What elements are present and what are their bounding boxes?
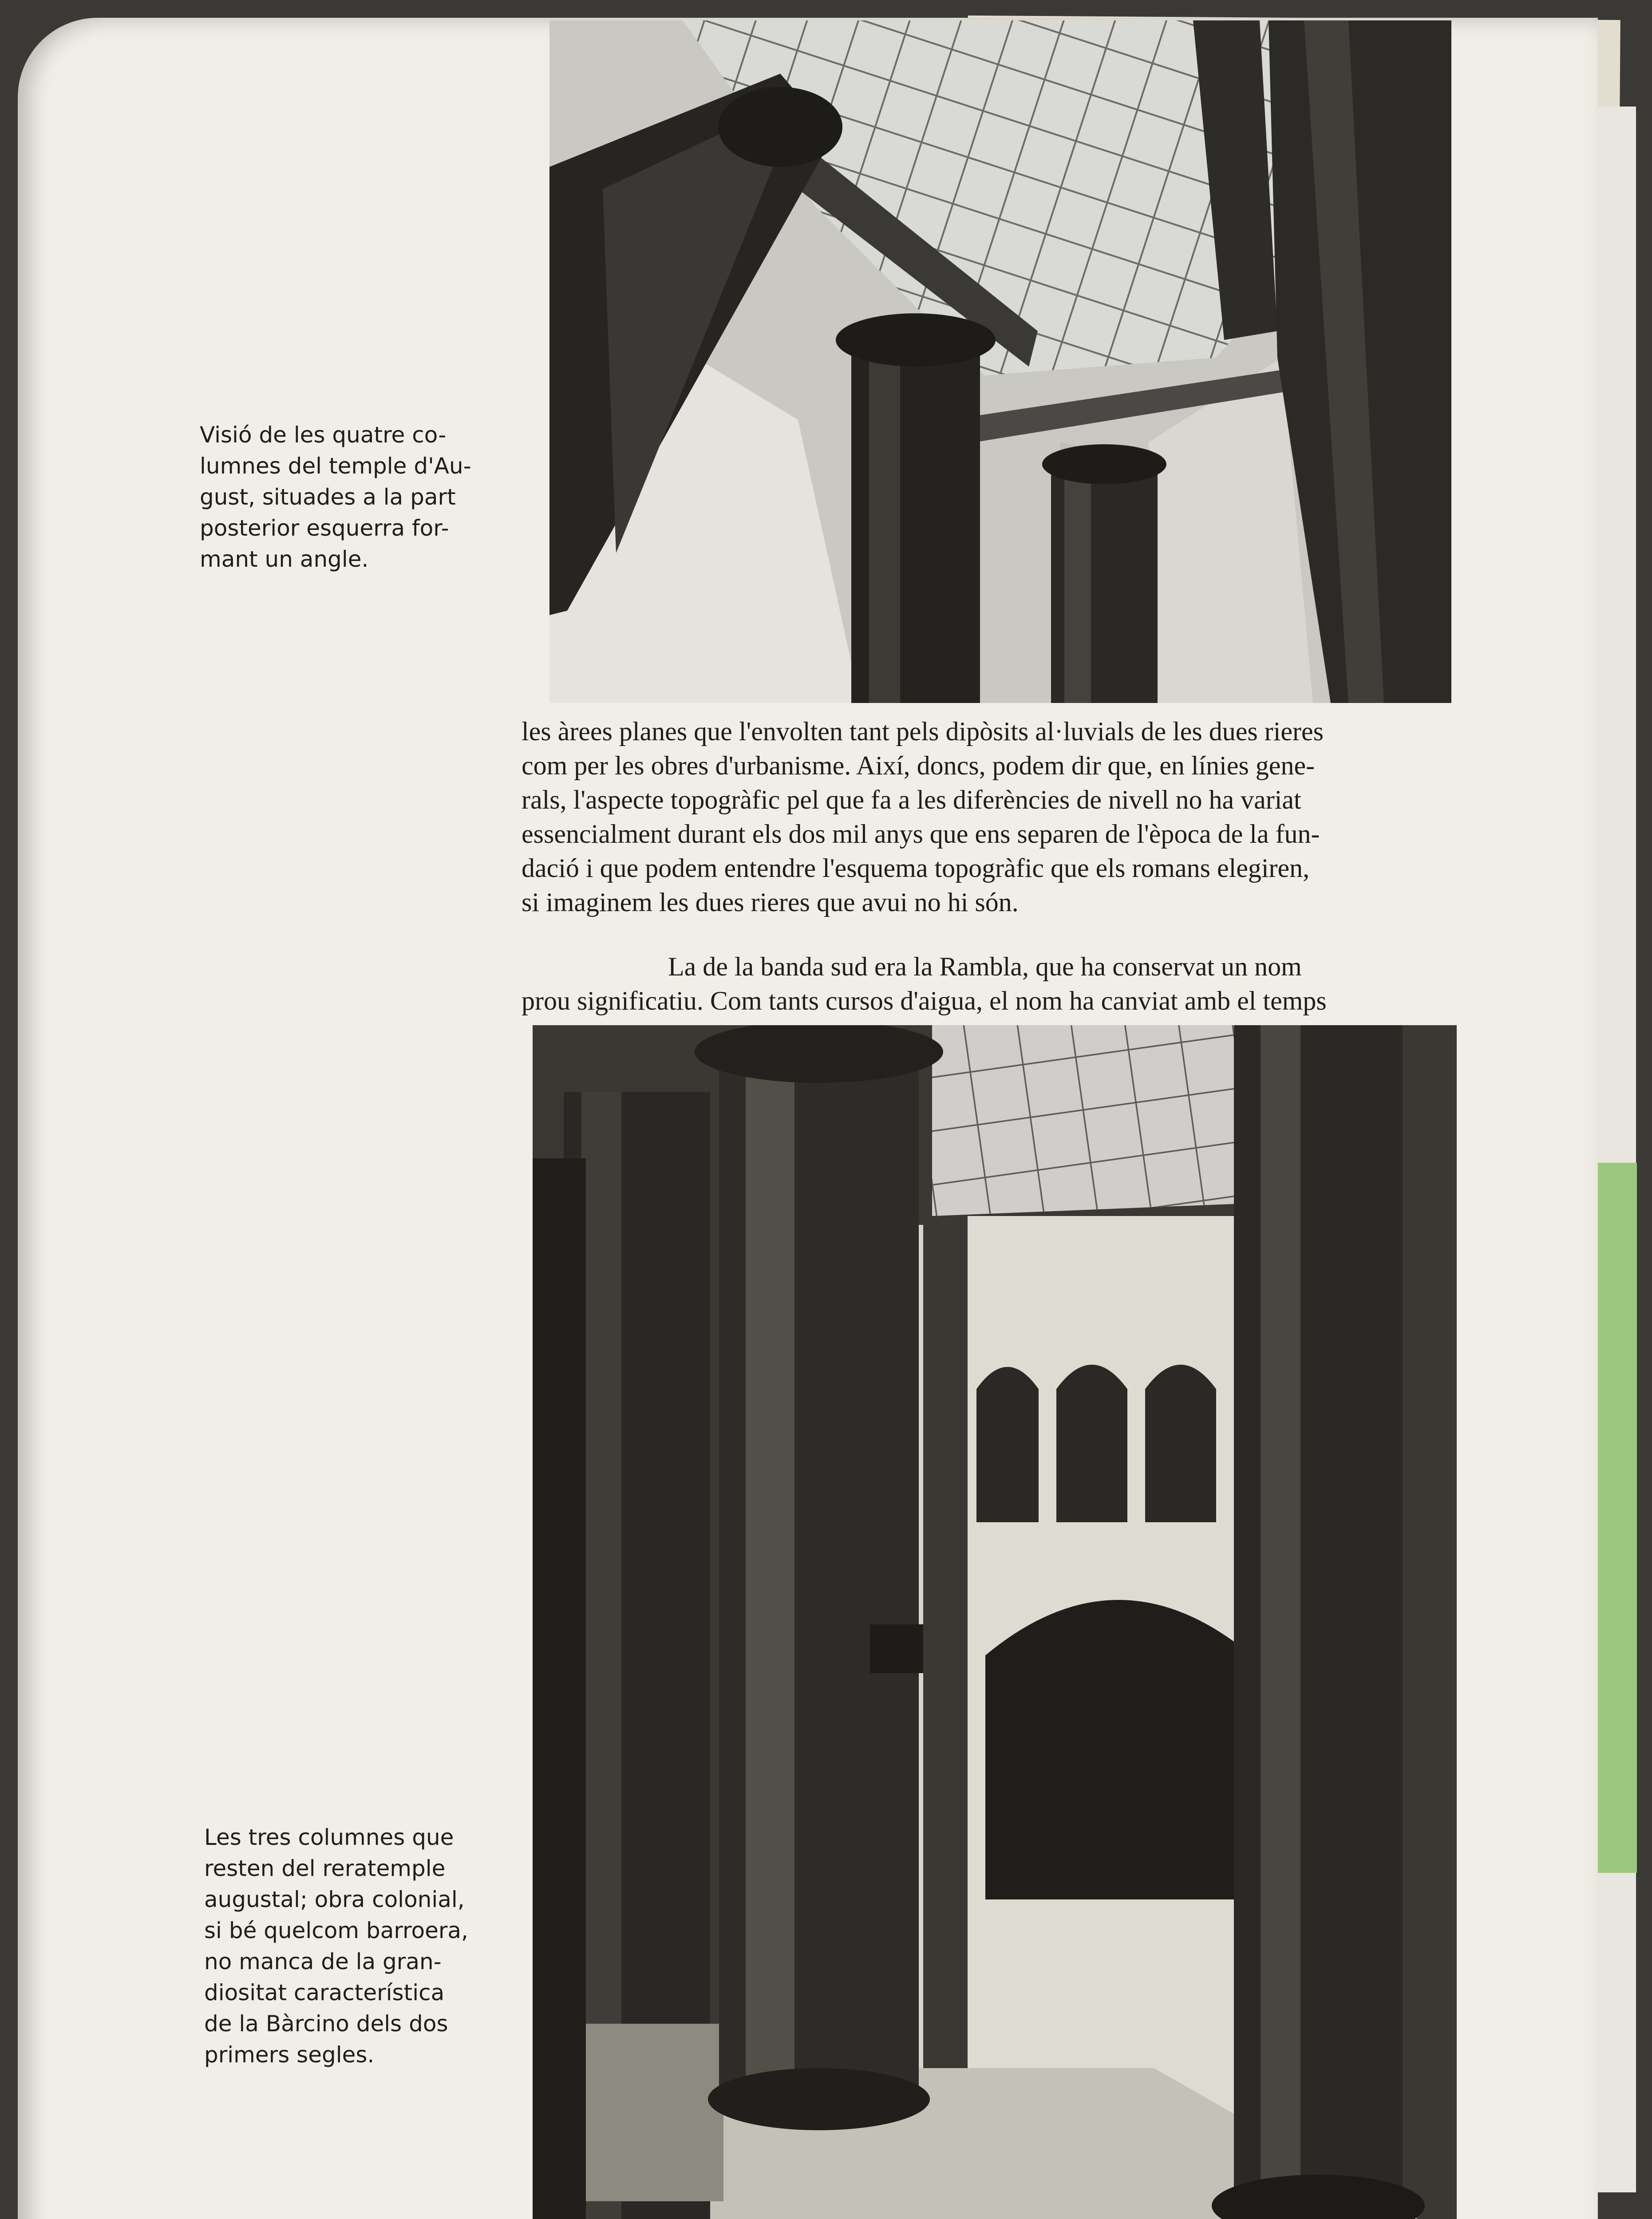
- caption-line: si bé quelcom barroera,: [204, 1918, 468, 1943]
- caption-line: lumnes del temple d'Au-: [200, 453, 471, 479]
- green-bookmark-tab: [1597, 1163, 1637, 1873]
- caption-line: mant un angle.: [200, 546, 369, 572]
- body-paragraph-1: [522, 715, 1465, 920]
- caption-line: resten del reratemple: [204, 1856, 446, 1881]
- text-line: rals, l'aspecte topogràfic pel que fa a les diferències de nivell no ha variat: [522, 785, 1301, 814]
- caption-line: Visió de les quatre co-: [200, 422, 447, 448]
- body-paragraph-2: [522, 950, 1465, 1018]
- text-line: essencialment durant els dos mil anys que ens separen de l'època de la fun-: [522, 819, 1320, 849]
- caption-line: posterior esquerra for-: [200, 515, 449, 541]
- photo-three-columns-image: [533, 1025, 1457, 2219]
- caption-line: Les tres columnes que: [204, 1824, 454, 1850]
- text-line: les àrees planes que l'envolten tant pels dipòsits al·luvials de les dues rieres: [522, 717, 1324, 746]
- text-line: si imaginem les dues rieres que avui no hi són.: [522, 888, 1019, 917]
- caption-bottom-photo: [204, 1822, 515, 2070]
- text-line: dació i que podem entendre l'esquema topogràfic que els romans elegiren,: [522, 853, 1310, 883]
- caption-line: gust, situades a la part: [200, 484, 456, 510]
- caption-line: augustal; obra colonial,: [204, 1887, 465, 1912]
- photo-four-columns: [549, 20, 1451, 703]
- caption-top-photo: [200, 419, 502, 575]
- caption-line: diositat característica: [204, 1980, 445, 2006]
- text-line: com per les obres d'urbanisme. Així, doncs, podem dir que, en línies gene-: [522, 751, 1315, 780]
- book-page: [18, 18, 1598, 2219]
- photo-four-columns-image: [549, 20, 1451, 703]
- caption-line: de la Bàrcino dels dos: [204, 2011, 448, 2037]
- text-line: La de la banda sud era la Rambla, que ha conservat un nom: [668, 952, 1302, 981]
- caption-line: no manca de la gran-: [204, 1949, 442, 1974]
- text-line: prou significatiu. Com tants cursos d'aigua, el nom ha canviat amb el temps: [522, 986, 1327, 1015]
- photo-three-columns: [533, 1025, 1457, 2219]
- caption-line: primers segles.: [204, 2042, 375, 2068]
